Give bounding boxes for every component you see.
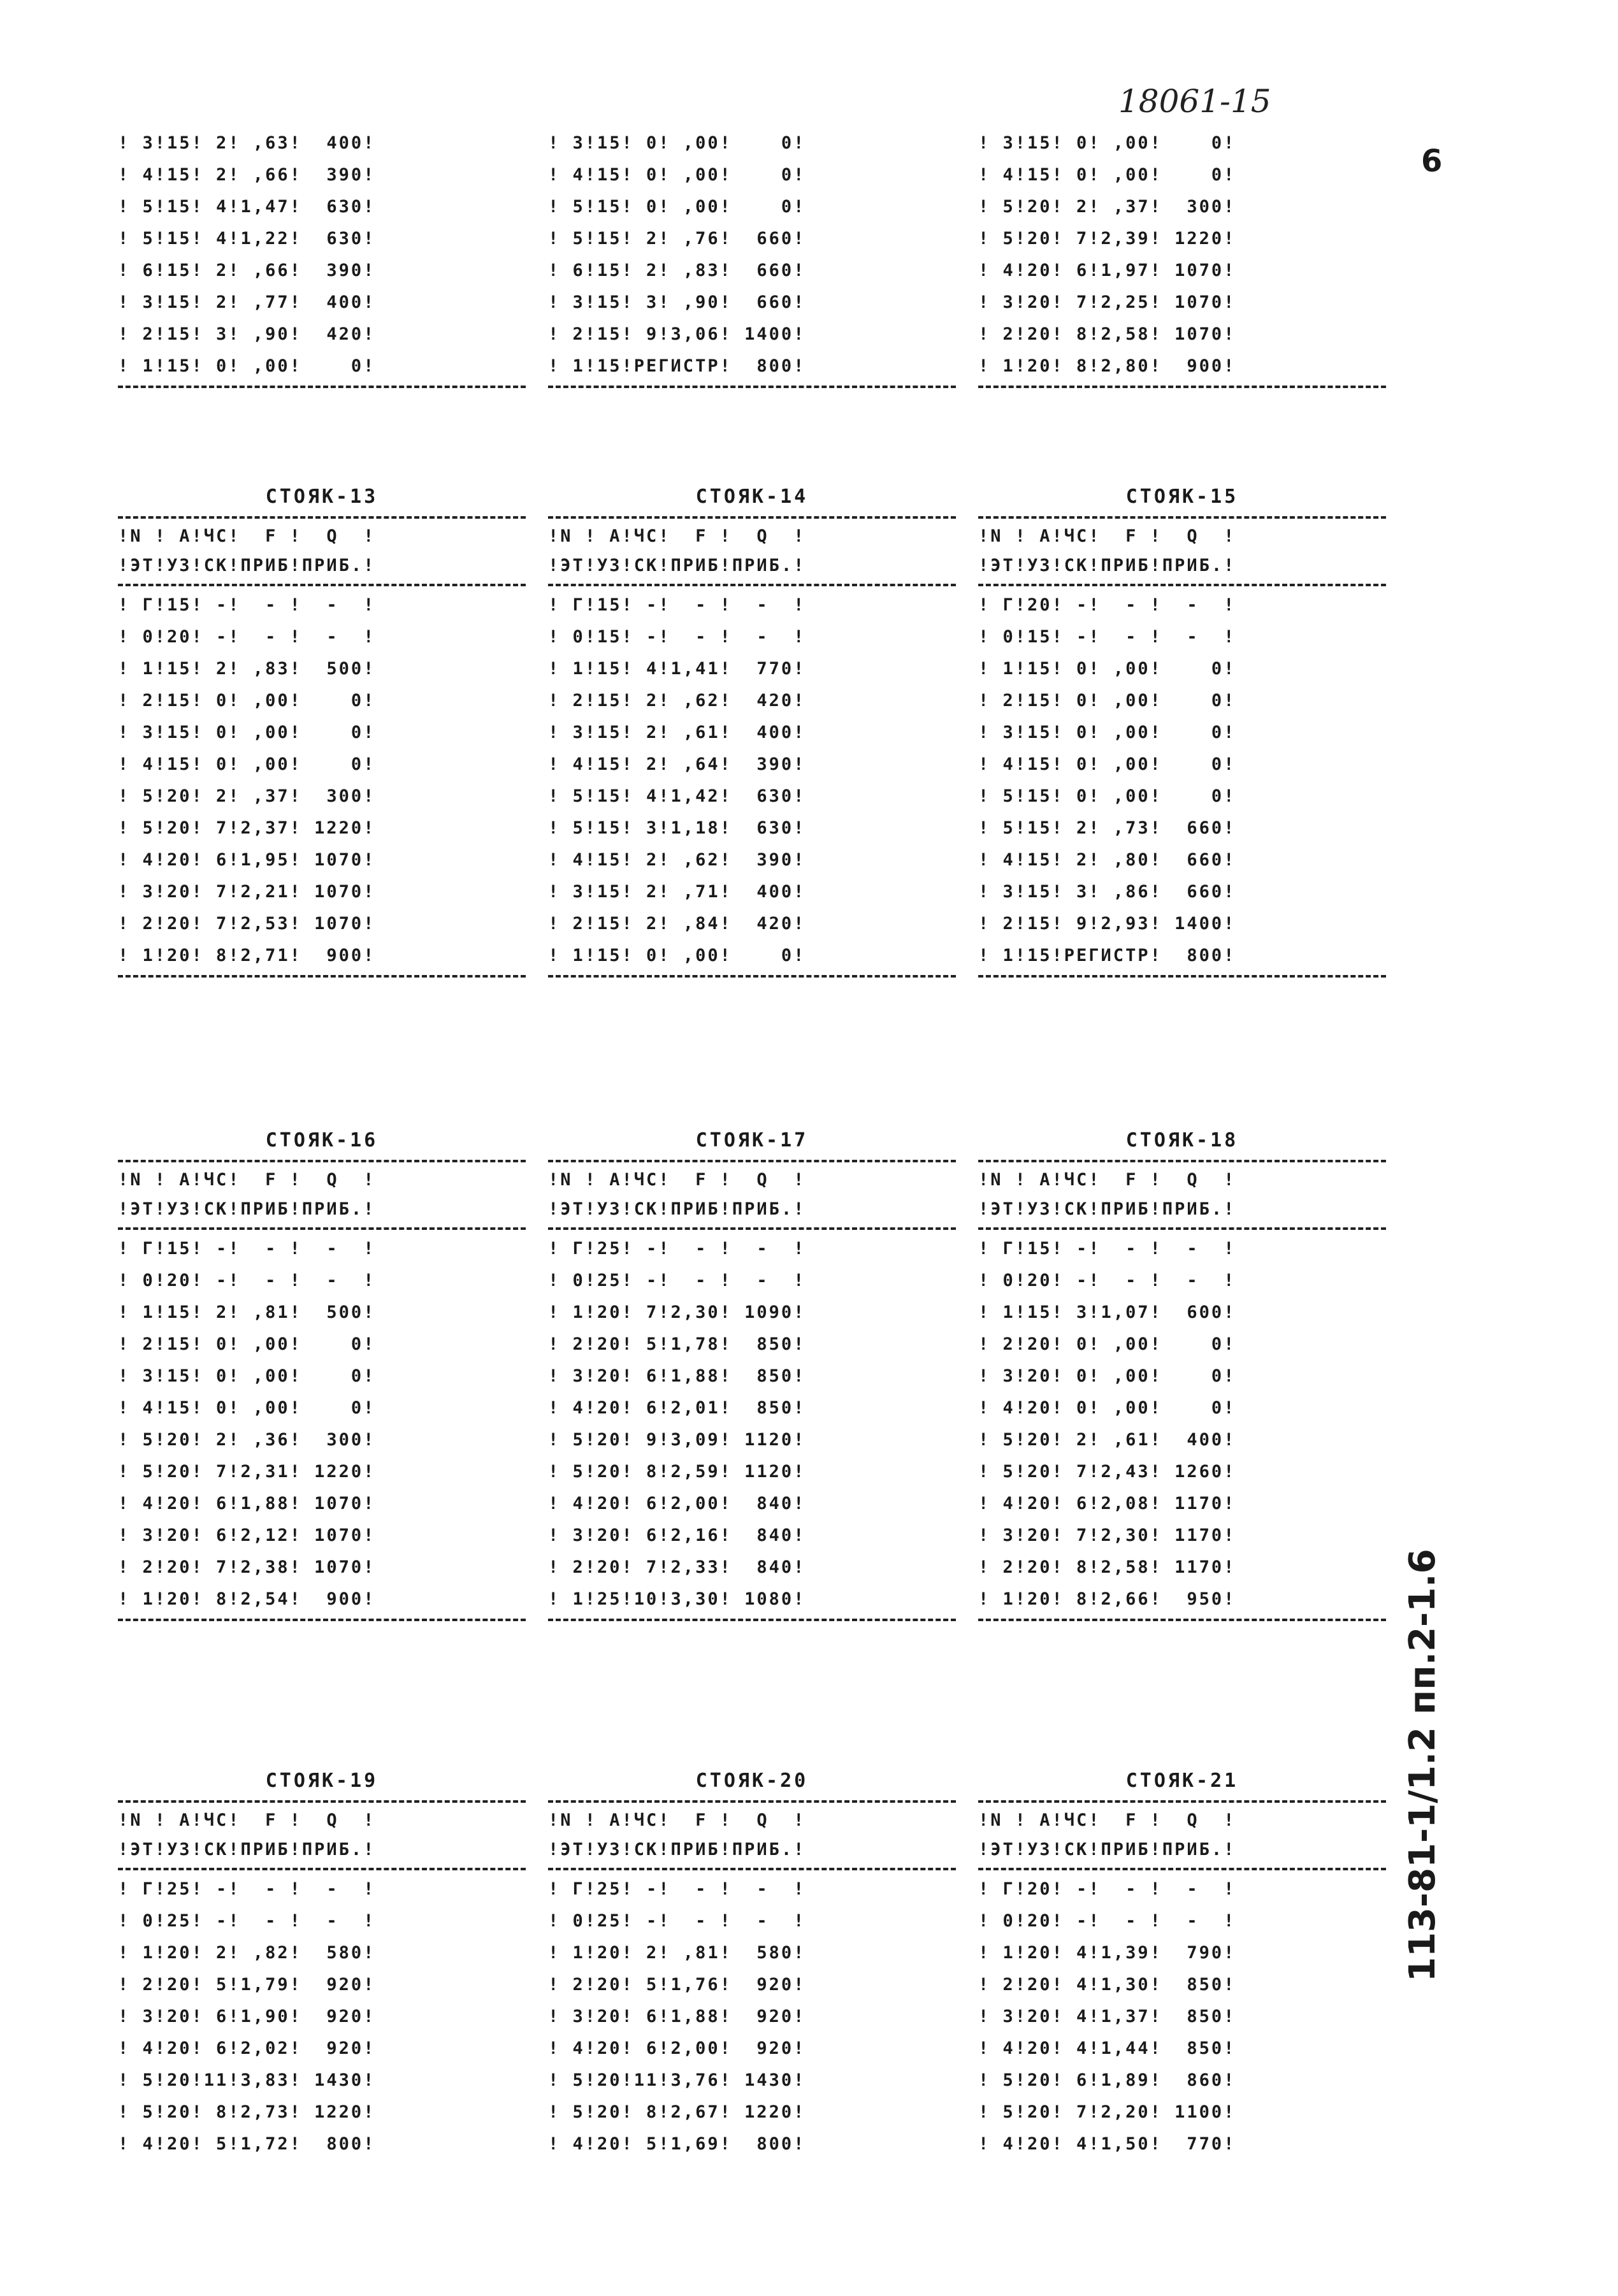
dashed-rule (548, 975, 956, 978)
top-table-col-2 (548, 127, 956, 391)
stack-table (978, 1765, 1386, 2160)
stack-title: СТОЯК-17 (695, 1129, 809, 1152)
table-row: ! 4!15! 0! ,00! 0! (548, 165, 806, 185)
table-row: ! 2!15! 3! ,90! 420! (118, 324, 376, 344)
dashed-rule (978, 584, 1386, 586)
table-row: ! 5!20! 6!1,89! 860! (978, 2070, 1236, 2090)
dashed-rule (978, 516, 1386, 519)
table-row: ! 5!20! 8!2,73! 1220! (118, 2102, 376, 2122)
column-header: !ЭТ!УЗ!СК!ПРИБ!ПРИБ.! (548, 1199, 806, 1219)
table-row: ! 5!20! 9!3,09! 1120! (548, 1430, 806, 1450)
table-row: ! 4!15! 0! ,00! 0! (118, 1398, 376, 1418)
column-header: !ЭТ!УЗ!СК!ПРИБ!ПРИБ.! (548, 556, 806, 575)
stack-title: СТОЯК-19 (265, 1770, 379, 1792)
table-row: ! 1!20! 8!2,71! 900! (118, 946, 376, 965)
dashed-rule (118, 1800, 526, 1803)
table-row: ! 1!20! 2! ,82! 580! (118, 1943, 376, 1963)
table-row: ! Г!25! -! - ! - ! (548, 1239, 806, 1259)
table-row: ! 4!15! 2! ,64! 390! (548, 755, 806, 774)
table-row: ! 3!15! 3! ,86! 660! (978, 882, 1236, 902)
table-row: ! 5!15! 0! ,00! 0! (548, 197, 806, 217)
dashed-rule (978, 1868, 1386, 1870)
dashed-rule (978, 1160, 1386, 1162)
table-row: ! 3!20! 6!1,90! 920! (118, 2007, 376, 2026)
stack-title: СТОЯК-21 (1125, 1770, 1239, 1792)
table-row: ! 2!20! 5!1,79! 920! (118, 1975, 376, 1995)
column-header: !N ! A!ЧС! F ! Q ! (978, 1170, 1236, 1190)
table-row: ! 4!20! 6!2,01! 850! (548, 1398, 806, 1418)
dashed-rule (548, 386, 956, 388)
table-row: ! 3!15! 0! ,00! 0! (118, 1366, 376, 1386)
table-row: ! 1!20! 4!1,39! 790! (978, 1943, 1236, 1963)
table-row: ! 4!15! 0! ,00! 0! (978, 165, 1236, 185)
table-row: ! Г!15! -! - ! - ! (118, 1239, 376, 1259)
table-row: ! 0!20! -! - ! - ! (978, 1271, 1236, 1290)
table-row: ! 1!20! 7!2,30! 1090! (548, 1303, 806, 1322)
table-row: ! 5!20! 7!2,20! 1100! (978, 2102, 1236, 2122)
table-row: ! 2!20! 5!1,76! 920! (548, 1975, 806, 1995)
table-row: ! 6!15! 2! ,66! 390! (118, 261, 376, 280)
table-row: ! 3!20! 7!2,30! 1170! (978, 1526, 1236, 1545)
table-row: ! 5!15! 0! ,00! 0! (978, 786, 1236, 806)
column-header: !ЭТ!УЗ!СК!ПРИБ!ПРИБ.! (118, 1199, 376, 1219)
dashed-rule (548, 1619, 956, 1621)
table-row: ! 5!20! 7!2,43! 1260! (978, 1462, 1236, 1482)
table-row: ! 1!20! 8!2,54! 900! (118, 1589, 376, 1609)
table-row: ! 5!20!11!3,76! 1430! (548, 2070, 806, 2090)
table-row: ! 1!25!10!3,30! 1080! (548, 1589, 806, 1609)
dashed-rule (548, 584, 956, 586)
page-number: 6 (1421, 143, 1443, 179)
stack-table (548, 1765, 956, 2160)
document-side-code: 113-81-1/1.2 пп.2-1.6 (1402, 1549, 1443, 1982)
stack-table (118, 1765, 526, 2160)
table-row: ! 2!15! 0! ,00! 0! (118, 691, 376, 711)
table-row: ! 1!20! 8!2,66! 950! (978, 1589, 1236, 1609)
table-row: ! 4!20! 6!2,00! 920! (548, 2039, 806, 2058)
table-row: ! 2!20! 4!1,30! 850! (978, 1975, 1236, 1995)
table-row: ! 5!15! 4!1,22! 630! (118, 229, 376, 249)
table-row: ! 4!20! 4!1,44! 850! (978, 2039, 1236, 2058)
table-row: ! 2!20! 7!2,33! 840! (548, 1557, 806, 1577)
table-row: ! 1!20! 8!2,80! 900! (978, 356, 1236, 376)
column-header: !ЭТ!УЗ!СК!ПРИБ!ПРИБ.! (548, 1840, 806, 1859)
column-header: !N ! A!ЧС! F ! Q ! (548, 526, 806, 546)
column-header: !N ! A!ЧС! F ! Q ! (978, 1810, 1236, 1830)
column-header: !ЭТ!УЗ!СК!ПРИБ!ПРИБ.! (978, 1199, 1236, 1219)
table-row: ! 3!20! 0! ,00! 0! (978, 1366, 1236, 1386)
table-row: ! Г!15! -! - ! - ! (978, 1239, 1236, 1259)
table-row: ! 4!20! 5!1,72! 800! (118, 2134, 376, 2154)
dashed-rule (118, 1160, 526, 1162)
column-header: !ЭТ!УЗ!СК!ПРИБ!ПРИБ.! (978, 1840, 1236, 1859)
table-row: ! 3!20! 4!1,37! 850! (978, 2007, 1236, 2026)
column-header: !ЭТ!УЗ!СК!ПРИБ!ПРИБ.! (118, 1840, 376, 1859)
table-row: ! 6!15! 2! ,83! 660! (548, 261, 806, 280)
table-row: ! 1!15! 2! ,81! 500! (118, 1303, 376, 1322)
table-row: ! 1!15! 0! ,00! 0! (978, 659, 1236, 679)
table-row: ! 4!20! 5!1,69! 800! (548, 2134, 806, 2154)
table-row: ! 3!15! 2! ,77! 400! (118, 292, 376, 312)
stack-table (118, 1125, 526, 1624)
table-row: ! Г!20! -! - ! - ! (978, 595, 1236, 615)
stack-title: СТОЯК-14 (695, 486, 809, 508)
table-row: ! 1!15! 0! ,00! 0! (118, 356, 376, 376)
table-row: ! 0!20! -! - ! - ! (118, 627, 376, 647)
table-row: ! 5!20! 2! ,36! 300! (118, 1430, 376, 1450)
table-row: ! 2!15! 0! ,00! 0! (978, 691, 1236, 711)
stack-title: СТОЯК-15 (1125, 486, 1239, 508)
top-table-col-3 (978, 127, 1386, 391)
table-row: ! Г!25! -! - ! - ! (548, 1879, 806, 1899)
table-row: ! 5!15! 2! ,76! 660! (548, 229, 806, 249)
dashed-rule (548, 1227, 956, 1230)
stack-title: СТОЯК-16 (265, 1129, 379, 1152)
dashed-rule (548, 1868, 956, 1870)
column-header: !N ! A!ЧС! F ! Q ! (118, 526, 376, 546)
table-row: ! 4!20! 6!1,95! 1070! (118, 850, 376, 870)
table-row: ! 2!15! 9!2,93! 1400! (978, 914, 1236, 934)
stack-table (978, 1125, 1386, 1624)
table-row: ! 4!20! 6!2,08! 1170! (978, 1494, 1236, 1513)
column-header: !N ! A!ЧС! F ! Q ! (548, 1170, 806, 1190)
table-row: ! 4!15! 2! ,66! 390! (118, 165, 376, 185)
dashed-rule (118, 975, 526, 978)
table-row: ! 3!20! 7!2,25! 1070! (978, 292, 1236, 312)
table-row: ! 3!20! 6!2,12! 1070! (118, 1526, 376, 1545)
table-row: ! 3!15! 0! ,00! 0! (978, 133, 1236, 153)
dashed-rule (548, 1800, 956, 1803)
column-header: !N ! A!ЧС! F ! Q ! (118, 1170, 376, 1190)
table-row: ! 2!20! 8!2,58! 1070! (978, 324, 1236, 344)
column-header: !ЭТ!УЗ!СК!ПРИБ!ПРИБ.! (118, 556, 376, 575)
table-row: ! 2!15! 2! ,84! 420! (548, 914, 806, 934)
stack-title: СТОЯК-20 (695, 1770, 809, 1792)
table-row: ! 5!20! 8!2,67! 1220! (548, 2102, 806, 2122)
table-row: ! 4!15! 0! ,00! 0! (118, 755, 376, 774)
table-row: ! 0!15! -! - ! - ! (548, 627, 806, 647)
top-table-col-1 (118, 127, 526, 391)
table-row: ! 1!20! 2! ,81! 580! (548, 1943, 806, 1963)
table-row: ! 4!20! 6!2,00! 840! (548, 1494, 806, 1513)
stack-table (978, 481, 1386, 981)
dashed-rule (978, 1619, 1386, 1621)
handwritten-page-code: 18061-15 (1118, 83, 1271, 120)
dashed-rule (978, 975, 1386, 978)
dashed-rule (978, 1800, 1386, 1803)
table-row: ! 1!15!РЕГИСТР! 800! (978, 946, 1236, 965)
table-row: ! 2!15! 9!3,06! 1400! (548, 324, 806, 344)
stack-table (548, 481, 956, 981)
table-row: ! 2!15! 2! ,62! 420! (548, 691, 806, 711)
dashed-rule (548, 516, 956, 519)
stack-table (118, 481, 526, 981)
table-row: ! 4!15! 2! ,80! 660! (978, 850, 1236, 870)
table-row: ! 3!15! 2! ,61! 400! (548, 723, 806, 742)
dashed-rule (118, 1619, 526, 1621)
table-row: ! 2!20! 7!2,53! 1070! (118, 914, 376, 934)
table-row: ! 5!15! 3!1,18! 630! (548, 818, 806, 838)
table-row: ! 4!15! 0! ,00! 0! (978, 755, 1236, 774)
table-row: ! 5!15! 2! ,73! 660! (978, 818, 1236, 838)
column-header: !N ! A!ЧС! F ! Q ! (978, 526, 1236, 546)
table-row: ! 4!20! 6!2,02! 920! (118, 2039, 376, 2058)
table-row: ! 5!20! 7!2,37! 1220! (118, 818, 376, 838)
table-row: ! 5!20! 2! ,61! 400! (978, 1430, 1236, 1450)
table-row: ! 4!20! 6!1,97! 1070! (978, 261, 1236, 280)
table-row: ! 0!25! -! - ! - ! (548, 1911, 806, 1931)
dashed-rule (118, 1868, 526, 1870)
table-row: ! 5!15! 4!1,42! 630! (548, 786, 806, 806)
table-row: ! 1!15! 0! ,00! 0! (548, 946, 806, 965)
table-row: ! 2!20! 7!2,38! 1070! (118, 1557, 376, 1577)
table-row: ! 2!20! 0! ,00! 0! (978, 1334, 1236, 1354)
table-row: ! 3!15! 3! ,90! 660! (548, 292, 806, 312)
table-row: ! 5!15! 4!1,47! 630! (118, 197, 376, 217)
table-row: ! 5!20! 7!2,39! 1220! (978, 229, 1236, 249)
dashed-rule (548, 1160, 956, 1162)
dashed-rule (118, 1227, 526, 1230)
table-row: ! 5!20!11!3,83! 1430! (118, 2070, 376, 2090)
table-row: ! Г!15! -! - ! - ! (118, 595, 376, 615)
table-row: ! 3!15! 2! ,63! 400! (118, 133, 376, 153)
table-row: ! 4!20! 0! ,00! 0! (978, 1398, 1236, 1418)
dashed-rule (118, 516, 526, 519)
table-row: ! 0!15! -! - ! - ! (978, 627, 1236, 647)
table-row: ! Г!15! -! - ! - ! (548, 595, 806, 615)
table-row: ! 1!15! 4!1,41! 770! (548, 659, 806, 679)
table-row: ! 5!20! 2! ,37! 300! (118, 786, 376, 806)
table-row: ! 5!20! 8!2,59! 1120! (548, 1462, 806, 1482)
table-row: ! 3!15! 0! ,00! 0! (118, 723, 376, 742)
dashed-rule (118, 584, 526, 586)
table-row: ! 0!20! -! - ! - ! (118, 1271, 376, 1290)
dashed-rule (978, 1227, 1386, 1230)
table-row: ! 3!20! 6!2,16! 840! (548, 1526, 806, 1545)
table-row: ! 3!15! 2! ,71! 400! (548, 882, 806, 902)
table-row: ! 4!20! 4!1,50! 770! (978, 2134, 1236, 2154)
table-row: ! 1!15! 2! ,83! 500! (118, 659, 376, 679)
stack-title: СТОЯК-18 (1125, 1129, 1239, 1152)
dashed-rule (978, 386, 1386, 388)
table-row: ! Г!25! -! - ! - ! (118, 1879, 376, 1899)
table-row: ! 5!20! 7!2,31! 1220! (118, 1462, 376, 1482)
table-row: ! 3!20! 7!2,21! 1070! (118, 882, 376, 902)
table-row: ! 3!20! 6!1,88! 920! (548, 2007, 806, 2026)
column-header: !ЭТ!УЗ!СК!ПРИБ!ПРИБ.! (978, 556, 1236, 575)
table-row: ! 1!15! 3!1,07! 600! (978, 1303, 1236, 1322)
stack-title: СТОЯК-13 (265, 486, 379, 508)
table-row: ! 2!15! 0! ,00! 0! (118, 1334, 376, 1354)
table-row: ! 4!20! 6!1,88! 1070! (118, 1494, 376, 1513)
table-row: ! 0!20! -! - ! - ! (978, 1911, 1236, 1931)
table-row: ! 3!20! 6!1,88! 850! (548, 1366, 806, 1386)
table-row: ! 4!15! 2! ,62! 390! (548, 850, 806, 870)
table-row: ! 2!20! 5!1,78! 850! (548, 1334, 806, 1354)
table-row: ! 3!15! 0! ,00! 0! (978, 723, 1236, 742)
column-header: !N ! A!ЧС! F ! Q ! (548, 1810, 806, 1830)
column-header: !N ! A!ЧС! F ! Q ! (118, 1810, 376, 1830)
table-row: ! 0!25! -! - ! - ! (118, 1911, 376, 1931)
table-row: ! 3!15! 0! ,00! 0! (548, 133, 806, 153)
table-row: ! 0!25! -! - ! - ! (548, 1271, 806, 1290)
stack-table (548, 1125, 956, 1624)
dashed-rule (118, 386, 526, 388)
table-row: ! 2!20! 8!2,58! 1170! (978, 1557, 1236, 1577)
table-row: ! Г!20! -! - ! - ! (978, 1879, 1236, 1899)
table-row: ! 5!20! 2! ,37! 300! (978, 197, 1236, 217)
table-row: ! 1!15!РЕГИСТР! 800! (548, 356, 806, 376)
